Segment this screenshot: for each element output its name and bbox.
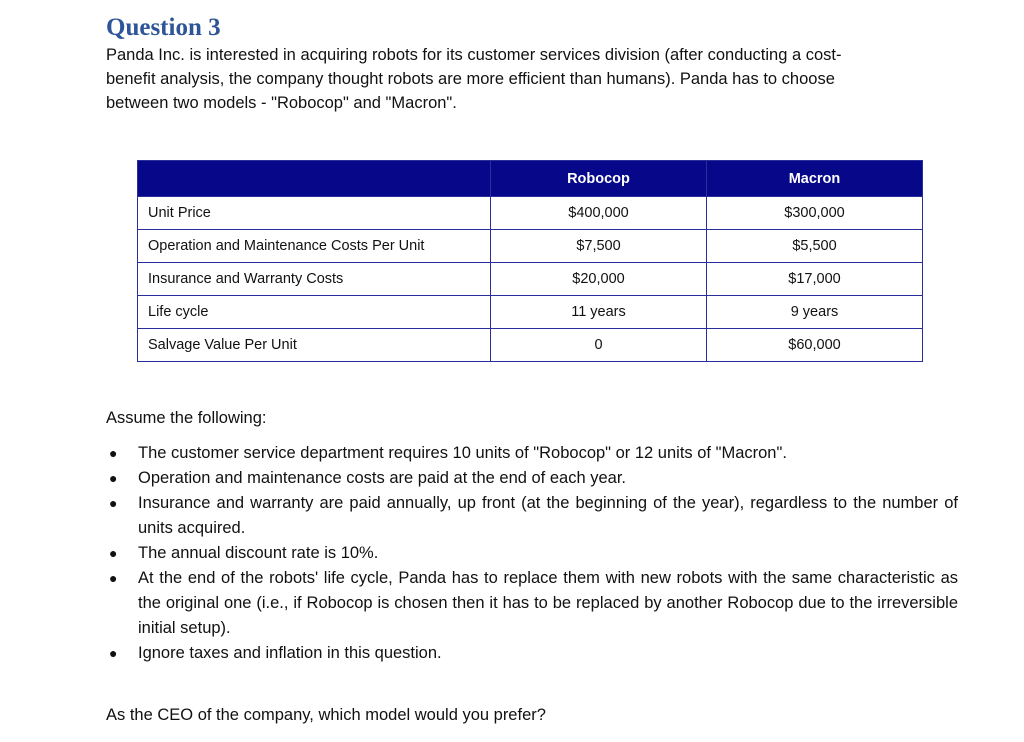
list-item [106, 566, 958, 641]
macron-value: $300,000 [707, 197, 923, 230]
robocop-value: 0 [491, 329, 707, 362]
list-item-text: Insurance and warranty are paid annually, up front (at the beginning of the year), regardless to the number of units acquired. [138, 494, 958, 537]
list-item [106, 541, 958, 566]
row-label: Operation and Maintenance Costs Per Unit [138, 230, 491, 263]
list-item-text: The customer service department requires 10 units of "Robocop" or 12 units of "Macron". [138, 444, 787, 462]
header-empty-cell [138, 161, 491, 197]
list-item [106, 466, 958, 491]
robocop-value: $400,000 [491, 197, 707, 230]
robocop-value: 11 years [491, 296, 707, 329]
table-row [138, 329, 923, 362]
list-item-text: Ignore taxes and inflation in this question. [138, 644, 442, 662]
header-robocop: Robocop [491, 161, 707, 197]
list-item [106, 641, 958, 666]
closing-question: As the CEO of the company, which model would you prefer? [106, 706, 546, 724]
bullet-icon: ● [109, 495, 118, 511]
list-item-text: Operation and maintenance costs are paid at the end of each year. [138, 469, 626, 487]
table-row [138, 230, 923, 263]
comparison-table-wrapper [137, 160, 923, 362]
bullet-icon: ● [109, 645, 118, 661]
question-heading: Question 3 [106, 14, 221, 41]
list-item [106, 441, 958, 466]
macron-value: $5,500 [707, 230, 923, 263]
intro-line-3: between two models - "Robocop" and "Macron". [106, 94, 457, 112]
bullet-icon: ● [109, 470, 118, 486]
list-item-text: The annual discount rate is 10%. [138, 544, 379, 562]
intro-paragraph [106, 43, 936, 115]
row-label: Insurance and Warranty Costs [138, 263, 491, 296]
bullet-icon: ● [109, 545, 118, 561]
macron-value: $60,000 [707, 329, 923, 362]
row-label: Unit Price [138, 197, 491, 230]
row-label: Life cycle [138, 296, 491, 329]
list-item-text: At the end of the robots' life cycle, Panda has to replace them with new robots with the same characteristic as the original one (i.e., if Robocop is chosen then it has to be replaced by another Robocop due to the irreversible initial setup). [138, 569, 958, 637]
comparison-table [137, 160, 923, 362]
row-label: Salvage Value Per Unit [138, 329, 491, 362]
assumptions-label: Assume the following: [106, 409, 267, 427]
intro-line-1: Panda Inc. is interested in acquiring robots for its customer services division (after conducting a cost- [106, 46, 842, 64]
intro-line-2: benefit analysis, the company thought robots are more efficient than humans). Panda has to choose [106, 70, 835, 88]
bullet-icon: ● [109, 445, 118, 461]
robocop-value: $20,000 [491, 263, 707, 296]
table-header-row [138, 161, 923, 197]
table-row [138, 263, 923, 296]
macron-value: $17,000 [707, 263, 923, 296]
assumptions-list [106, 441, 958, 666]
list-item [106, 491, 958, 541]
table-row [138, 197, 923, 230]
table-row [138, 296, 923, 329]
header-macron: Macron [707, 161, 923, 197]
macron-value: 9 years [707, 296, 923, 329]
bullet-icon: ● [109, 570, 118, 586]
robocop-value: $7,500 [491, 230, 707, 263]
